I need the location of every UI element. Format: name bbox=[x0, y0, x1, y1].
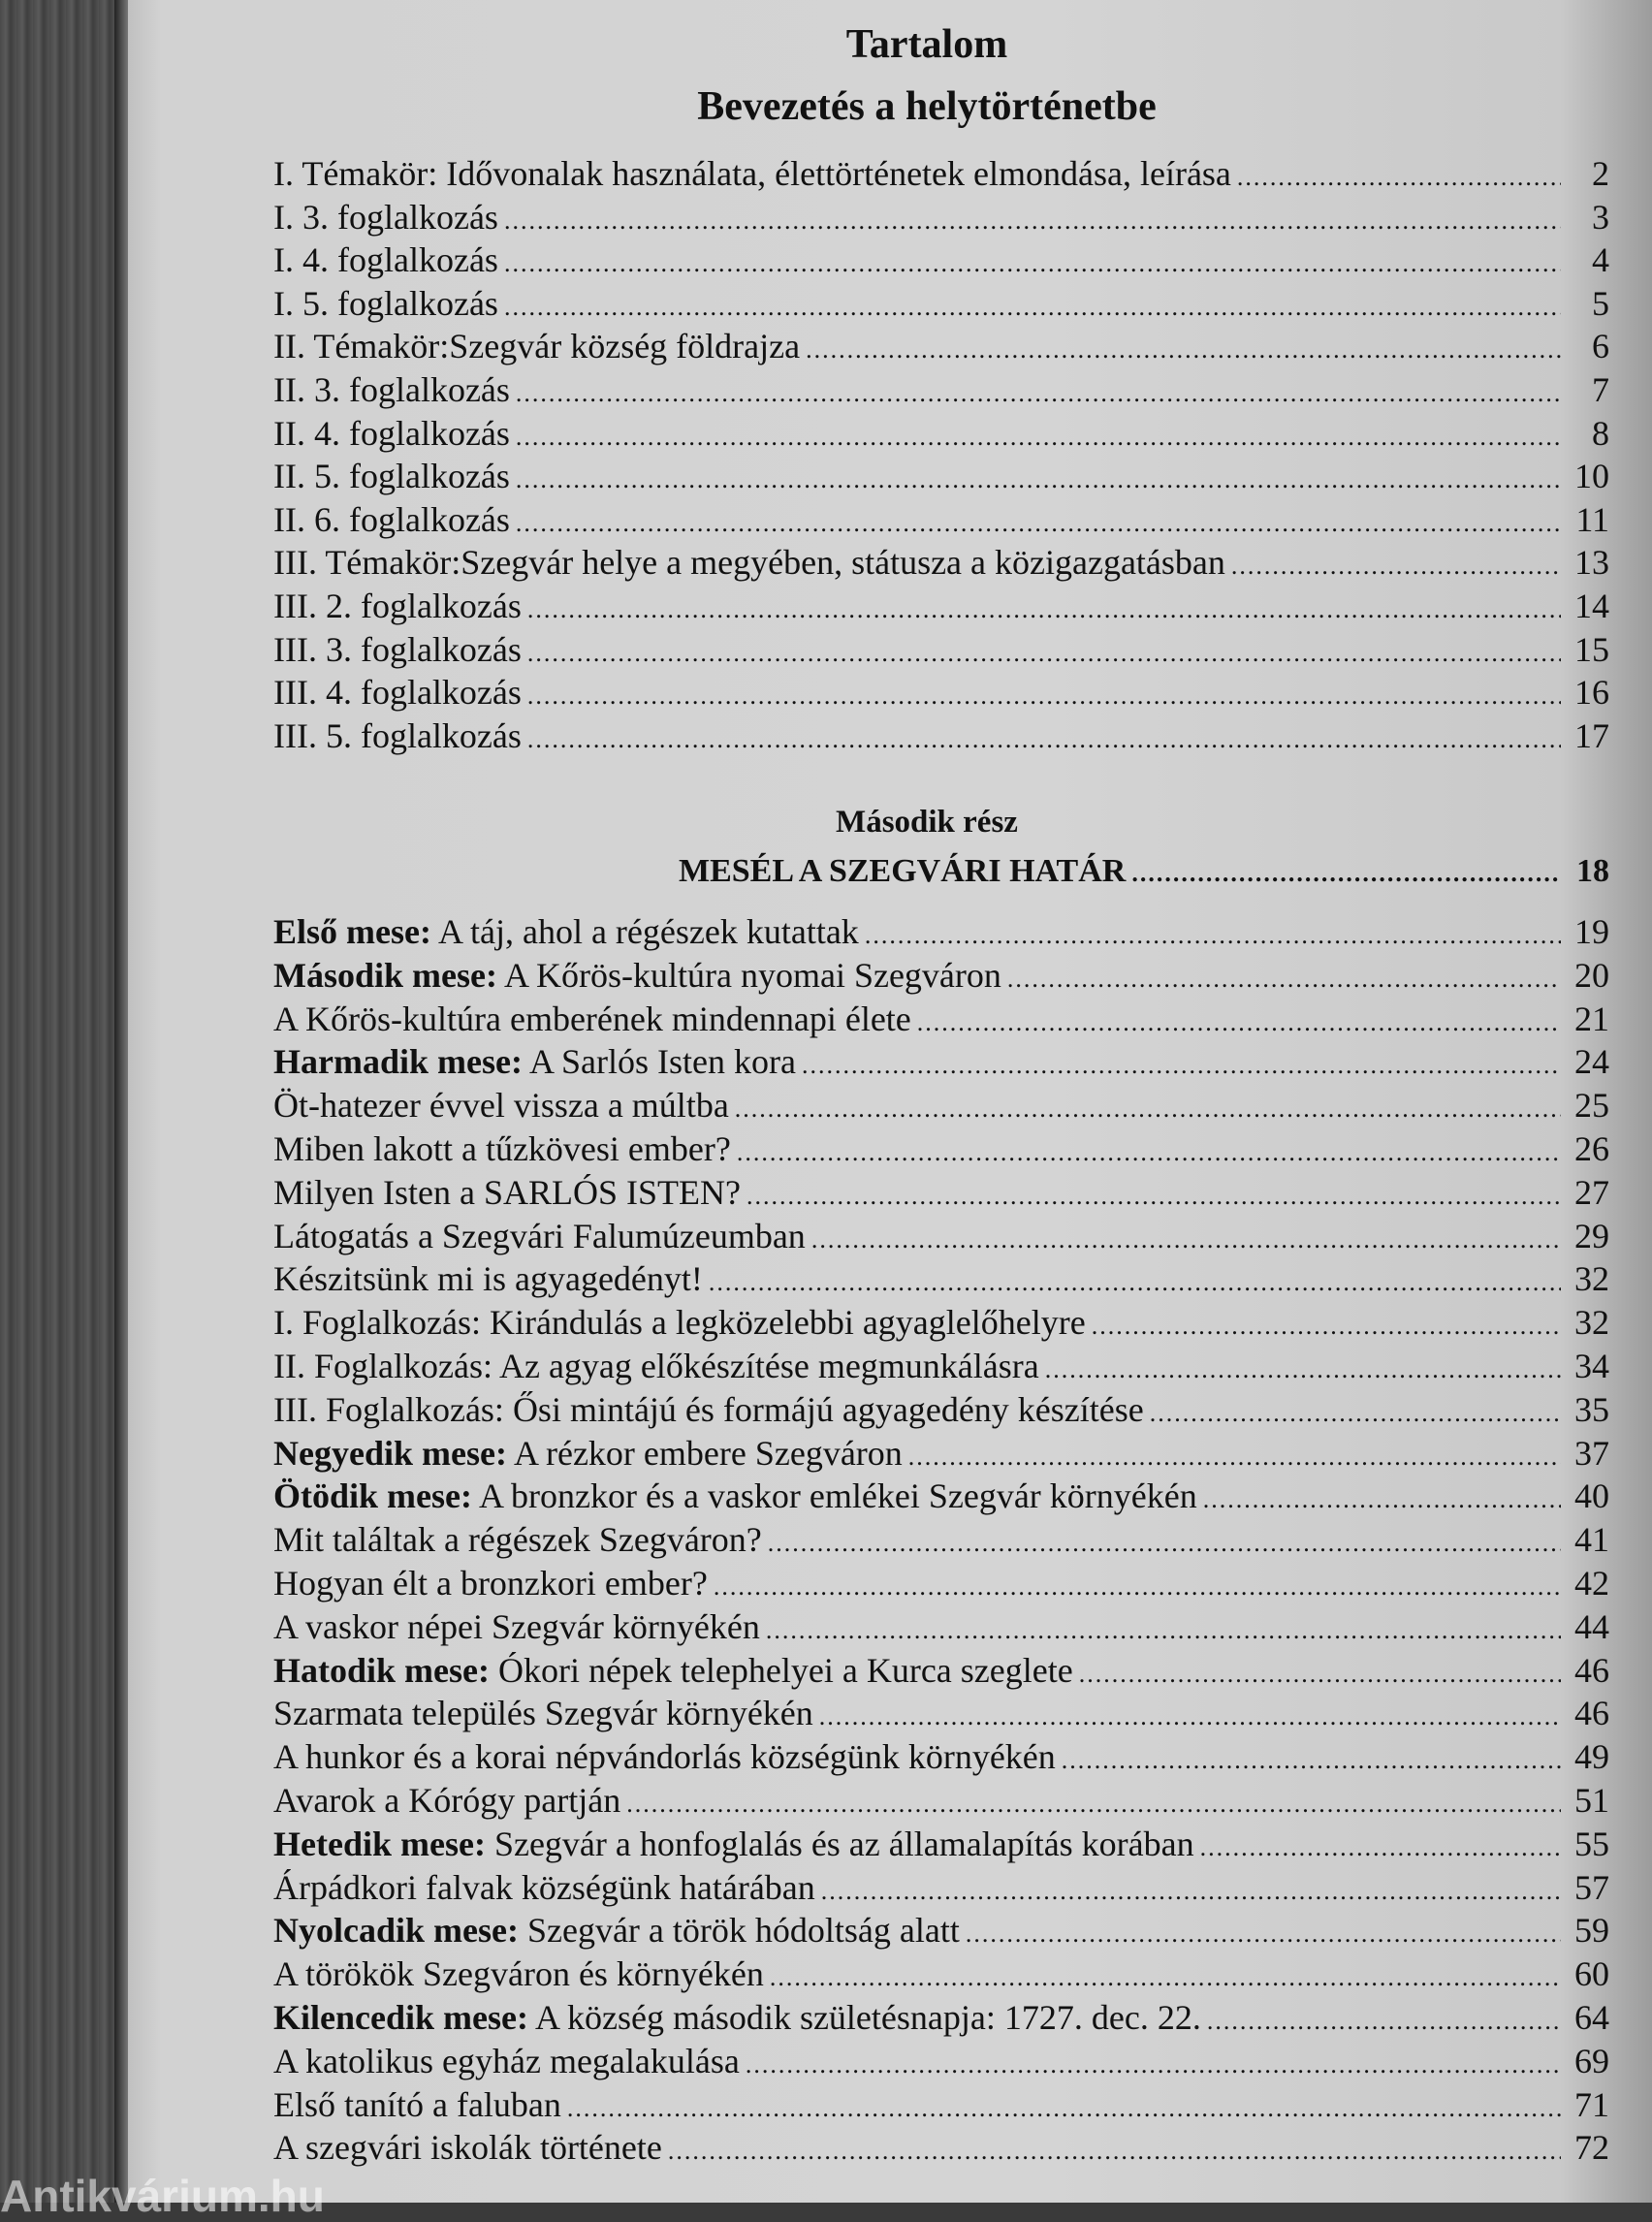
toc-bold-prefix: Hetedik mese: bbox=[273, 1824, 486, 1863]
toc-title: A község második születésnapja: 1727. dec. 22. bbox=[527, 1998, 1201, 2037]
toc-text bbox=[273, 1650, 1073, 1691]
toc-entry[interactable] bbox=[273, 715, 1609, 756]
toc-text bbox=[273, 1606, 760, 1647]
toc-page-number: 29 bbox=[1574, 1216, 1609, 1255]
part-two-heading[interactable] bbox=[679, 853, 1609, 890]
toc-entry[interactable] bbox=[273, 1519, 1609, 1560]
toc-page-number: 14 bbox=[1574, 587, 1609, 625]
toc-text bbox=[273, 1476, 1197, 1516]
dot-leader bbox=[516, 423, 1561, 452]
toc-page-number: 2 bbox=[1592, 154, 1609, 193]
toc-entry[interactable] bbox=[273, 1563, 1609, 1603]
toc-entry[interactable] bbox=[273, 1258, 1609, 1299]
dot-leader bbox=[811, 1225, 1561, 1254]
dot-leader bbox=[908, 1443, 1561, 1472]
toc-title: Első tanító a faluban bbox=[273, 2084, 561, 2124]
toc-title: Öt-hatezer évvel vissza a múltba bbox=[273, 1086, 729, 1126]
toc-page-number: 44 bbox=[1574, 1606, 1609, 1646]
dot-leader bbox=[865, 921, 1561, 950]
toc-text bbox=[273, 197, 498, 238]
toc-entry[interactable] bbox=[273, 1389, 1609, 1430]
toc-title: III. Foglalkozás: Ősi mintájú és formájú agyagedény készítése bbox=[273, 1389, 1144, 1429]
toc-title: Miben lakott a tűzkövesi ember? bbox=[273, 1129, 731, 1168]
toc-text bbox=[273, 1302, 1086, 1343]
toc-text bbox=[273, 239, 498, 280]
toc-page-number: 4 bbox=[1592, 240, 1609, 280]
toc-text bbox=[273, 1563, 708, 1603]
toc-title: A Kőrös-kultúra emberének mindennapi élete bbox=[273, 999, 911, 1038]
dot-leader bbox=[1045, 1355, 1561, 1384]
toc-title: Szegvár a török hódoltság alatt bbox=[518, 1911, 960, 1951]
toc-entry[interactable] bbox=[273, 1302, 1609, 1343]
toc-title: II. 5. foglalkozás bbox=[273, 457, 510, 496]
watermark: Antikvárium.hu bbox=[0, 2171, 325, 2221]
toc-title: A rézkor embere Szegváron bbox=[506, 1433, 903, 1473]
toc-page-number: 7 bbox=[1592, 370, 1609, 409]
toc-text bbox=[273, 672, 522, 713]
dot-leader bbox=[527, 682, 1561, 711]
toc-page-number: 55 bbox=[1574, 1824, 1609, 1863]
toc-page-number: 32 bbox=[1574, 1259, 1609, 1299]
toc-page-number: 32 bbox=[1574, 1303, 1609, 1343]
dot-leader bbox=[1200, 1833, 1561, 1862]
toc-text bbox=[273, 369, 510, 410]
toc-title: I. 4. foglalkozás bbox=[273, 240, 498, 280]
toc-bold-prefix: Hatodik mese: bbox=[273, 1650, 490, 1690]
dot-leader bbox=[527, 639, 1561, 668]
wooden-surface bbox=[0, 0, 124, 2203]
toc-title: II. 6. foglalkozás bbox=[273, 499, 510, 539]
toc-title: I. Foglalkozás: Kirándulás a legközelebbi agyaglelőhelyre bbox=[273, 1303, 1086, 1343]
toc-entry[interactable] bbox=[273, 1476, 1609, 1516]
dot-leader bbox=[1150, 1399, 1561, 1428]
toc-page-number: 71 bbox=[1574, 2084, 1609, 2124]
toc-title: A szegvári iskolák története bbox=[273, 2128, 662, 2168]
toc-title: II. Témakör:Szegvár község földrajza bbox=[273, 327, 801, 366]
toc-page-number: 59 bbox=[1574, 1911, 1609, 1951]
toc-page-number: 60 bbox=[1574, 1954, 1609, 1994]
toc-entry[interactable] bbox=[273, 542, 1609, 583]
toc-page-number: 25 bbox=[1574, 1086, 1609, 1126]
dot-leader bbox=[1007, 965, 1561, 994]
toc-text bbox=[273, 1780, 620, 1821]
toc-title: III. Témakör:Szegvár helye a megyében, státusza a közigazgatásban bbox=[273, 543, 1225, 583]
toc-title: Szegvár a honfoglalás és az államalapítás korában bbox=[485, 1824, 1194, 1863]
toc-page-number: 17 bbox=[1574, 715, 1609, 755]
dot-leader bbox=[746, 2050, 1561, 2079]
toc-entry[interactable] bbox=[273, 1346, 1609, 1386]
toc-text bbox=[273, 499, 510, 540]
toc-page-number: 3 bbox=[1592, 197, 1609, 237]
dot-leader bbox=[766, 1616, 1561, 1645]
section-title: Bevezetés a helytörténetbe bbox=[697, 84, 1157, 129]
toc-text bbox=[273, 1910, 960, 1951]
toc-entry[interactable] bbox=[273, 1650, 1609, 1691]
toc-page-number: 42 bbox=[1574, 1564, 1609, 1603]
toc-title: Mit találtak a régészek Szegváron? bbox=[273, 1520, 762, 1560]
toc-title: Szarmata település Szegvár környékén bbox=[273, 1694, 813, 1733]
dot-leader bbox=[527, 725, 1561, 754]
dot-leader bbox=[714, 1572, 1561, 1602]
toc-page-number: 49 bbox=[1574, 1737, 1609, 1777]
toc-page-number: 15 bbox=[1574, 629, 1609, 669]
toc-bold-prefix: Negyedik mese: bbox=[273, 1433, 507, 1473]
toc-entry[interactable] bbox=[273, 1693, 1609, 1733]
toc-page-number: 69 bbox=[1574, 2041, 1609, 2080]
toc-entry[interactable] bbox=[273, 1910, 1609, 1951]
toc-page-number: 26 bbox=[1574, 1129, 1609, 1168]
toc-page-number: 19 bbox=[1574, 912, 1609, 951]
toc-entry[interactable] bbox=[273, 911, 1609, 952]
toc-text bbox=[273, 283, 498, 324]
toc-title: A bronzkor és a vaskor emlékei Szegvár környékén bbox=[471, 1476, 1197, 1516]
toc-entry[interactable] bbox=[273, 672, 1609, 713]
toc-page-number: 27 bbox=[1574, 1172, 1609, 1212]
toc-text bbox=[273, 2041, 740, 2081]
dot-leader bbox=[821, 1877, 1561, 1906]
dot-leader bbox=[1203, 1485, 1561, 1514]
toc-page-number: 40 bbox=[1574, 1476, 1609, 1516]
toc-entry[interactable] bbox=[273, 1953, 1609, 1994]
toc-text bbox=[273, 1953, 764, 1994]
toc-entry[interactable] bbox=[273, 955, 1609, 996]
toc-title: A hunkor és a korai népvándorlás községünk környékén bbox=[273, 1737, 1056, 1777]
dot-leader bbox=[819, 1702, 1561, 1731]
dot-leader bbox=[1237, 163, 1561, 192]
toc-title: Készitsünk mi is agyagedényt! bbox=[273, 1259, 703, 1299]
toc-title: Milyen Isten a SARLÓS ISTEN? bbox=[273, 1172, 741, 1212]
toc-text bbox=[273, 1128, 731, 1169]
toc-bold-prefix: Nyolcadik mese: bbox=[273, 1911, 519, 1951]
toc-text bbox=[273, 1736, 1056, 1777]
toc-page-number: 20 bbox=[1574, 955, 1609, 995]
dot-leader bbox=[770, 1963, 1561, 1992]
dot-leader bbox=[709, 1268, 1561, 1297]
dot-leader bbox=[516, 379, 1561, 408]
toc-title: I. Témakör: Idővonalak használata, élettörténetek elmondása, leírása bbox=[273, 154, 1231, 193]
toc-title: II. 3. foglalkozás bbox=[273, 370, 510, 409]
dot-leader bbox=[504, 249, 1561, 278]
toc-title: A törökök Szegváron és környékén bbox=[273, 1954, 764, 1994]
toc-bold-prefix: Ötödik mese: bbox=[273, 1476, 472, 1516]
toc-title: II. Foglalkozás: Az agyag előkészítése megmunkálásra bbox=[273, 1347, 1039, 1385]
toc-entry[interactable] bbox=[273, 1085, 1609, 1126]
toc-text bbox=[273, 2127, 662, 2168]
toc-entry[interactable] bbox=[273, 326, 1609, 366]
toc-entry[interactable] bbox=[273, 499, 1609, 540]
dot-leader bbox=[1131, 859, 1561, 888]
toc-title: I. 3. foglalkozás bbox=[273, 197, 498, 237]
dot-leader bbox=[802, 1051, 1561, 1080]
toc-bold-prefix: Első mese: bbox=[273, 912, 431, 951]
toc-title: A Sarlós Isten kora bbox=[522, 1042, 796, 1082]
toc-text bbox=[273, 715, 522, 756]
toc-page-number: 41 bbox=[1574, 1520, 1609, 1560]
toc-entry[interactable] bbox=[273, 2127, 1609, 2168]
dot-leader bbox=[966, 1920, 1561, 1949]
toc-title: Ókori népek telephelyei a Kurca szeglete bbox=[489, 1650, 1073, 1690]
toc-page-number: 46 bbox=[1574, 1650, 1609, 1690]
toc-page-number: 34 bbox=[1574, 1347, 1609, 1385]
toc-page-number: 6 bbox=[1592, 327, 1609, 366]
toc-title: Látogatás a Szegvári Falumúzeumban bbox=[273, 1216, 806, 1255]
toc-page-number: 13 bbox=[1574, 543, 1609, 583]
toc-entry[interactable] bbox=[273, 1172, 1609, 1213]
toc-text bbox=[273, 1693, 813, 1733]
toc-entry[interactable] bbox=[273, 1824, 1609, 1864]
toc-page-number: 16 bbox=[1574, 673, 1609, 713]
toc-text bbox=[273, 1258, 703, 1299]
toc-text bbox=[273, 153, 1231, 194]
dot-leader bbox=[626, 1790, 1561, 1819]
toc-title: I. 5. foglalkozás bbox=[273, 283, 498, 323]
part-two-label: Második rész bbox=[836, 805, 1018, 840]
dot-leader bbox=[504, 293, 1561, 322]
dot-leader bbox=[735, 1095, 1561, 1124]
toc-text bbox=[273, 1172, 741, 1213]
toc-title: II. 4. foglalkozás bbox=[273, 413, 510, 453]
toc-entry[interactable] bbox=[273, 369, 1609, 410]
toc-title: A táj, ahol a régészek kutattak bbox=[430, 912, 859, 951]
toc-entry[interactable] bbox=[273, 197, 1609, 238]
dot-leader bbox=[806, 335, 1561, 365]
toc-entry[interactable] bbox=[273, 1606, 1609, 1647]
dot-leader bbox=[516, 465, 1561, 494]
dot-leader bbox=[1207, 2007, 1561, 2036]
toc-entry[interactable] bbox=[273, 1216, 1609, 1256]
toc-entry[interactable] bbox=[273, 1433, 1609, 1474]
dot-leader bbox=[668, 2137, 1561, 2166]
toc-text bbox=[273, 586, 522, 626]
dot-leader bbox=[1079, 1660, 1561, 1689]
dot-leader bbox=[1062, 1746, 1561, 1775]
dot-leader bbox=[747, 1182, 1561, 1211]
toc-page-number: 51 bbox=[1574, 1781, 1609, 1820]
page-edge-shadow bbox=[114, 0, 128, 2203]
toc-title: Árpádkori falvak községünk határában bbox=[273, 1867, 815, 1907]
dot-leader bbox=[768, 1529, 1561, 1558]
toc-text bbox=[273, 1085, 729, 1126]
toc-text: MESÉL A SZEGVÁRI HATÁR bbox=[679, 853, 1127, 889]
toc-text bbox=[273, 1346, 1039, 1386]
toc-text bbox=[273, 1041, 796, 1082]
toc-entry[interactable] bbox=[273, 456, 1609, 496]
toc-text bbox=[273, 1867, 815, 1908]
toc-text bbox=[273, 542, 1225, 583]
toc-title: III. 5. foglalkozás bbox=[273, 715, 522, 755]
toc-text bbox=[273, 629, 522, 670]
toc-entry[interactable] bbox=[273, 1128, 1609, 1169]
toc-page-number: 11 bbox=[1575, 499, 1609, 539]
toc-text bbox=[273, 2084, 561, 2125]
toc-title: A vaskor népei Szegvár környékén bbox=[273, 1606, 760, 1646]
dot-leader bbox=[527, 595, 1561, 624]
toc-entry[interactable] bbox=[273, 1736, 1609, 1777]
toc-title: Avarok a Kórógy partján bbox=[273, 1781, 621, 1820]
toc-entry[interactable] bbox=[273, 413, 1609, 454]
dot-leader bbox=[567, 2094, 1561, 2123]
toc-text bbox=[273, 456, 510, 496]
page-title: Tartalom bbox=[845, 22, 1008, 67]
toc-title: III. 3. foglalkozás bbox=[273, 629, 522, 669]
toc-entry[interactable] bbox=[273, 1041, 1609, 1082]
toc-bold-prefix: Harmadik mese: bbox=[273, 1042, 523, 1082]
toc-page-number: 37 bbox=[1574, 1433, 1609, 1473]
toc-entry[interactable] bbox=[273, 239, 1609, 280]
toc-page-number: 57 bbox=[1574, 1867, 1609, 1907]
toc-title: III. 4. foglalkozás bbox=[273, 673, 522, 713]
toc-page-number: 72 bbox=[1574, 2128, 1609, 2168]
toc-text bbox=[273, 1433, 903, 1474]
toc-text bbox=[273, 413, 510, 454]
toc-page-number: 10 bbox=[1574, 457, 1609, 496]
toc-page-number: 35 bbox=[1574, 1389, 1609, 1429]
dot-leader bbox=[917, 1008, 1561, 1037]
toc-entry[interactable] bbox=[273, 283, 1609, 324]
dot-leader bbox=[1231, 552, 1561, 581]
toc-entry[interactable] bbox=[273, 586, 1609, 626]
toc-title: A katolikus egyház megalakulása bbox=[273, 2041, 740, 2080]
dot-leader bbox=[516, 509, 1561, 538]
toc-entry[interactable] bbox=[273, 153, 1609, 194]
toc-text bbox=[273, 911, 859, 952]
toc-text bbox=[273, 955, 1001, 996]
dot-leader bbox=[737, 1138, 1561, 1167]
toc-text bbox=[273, 999, 911, 1039]
toc-entry[interactable] bbox=[273, 1997, 1609, 2038]
toc-entry[interactable] bbox=[273, 2084, 1609, 2125]
toc-page-number: 18 bbox=[1576, 853, 1609, 889]
toc-entry[interactable] bbox=[273, 629, 1609, 670]
toc-text bbox=[273, 1389, 1144, 1430]
toc-entry[interactable] bbox=[273, 999, 1609, 1039]
toc-title: A Kőrös-kultúra nyomai Szegváron bbox=[496, 955, 1001, 995]
toc-title: III. 2. foglalkozás bbox=[273, 587, 522, 625]
toc-text bbox=[273, 1997, 1201, 2038]
dot-leader bbox=[504, 206, 1561, 236]
toc-text bbox=[273, 1824, 1194, 1864]
toc-text bbox=[273, 326, 800, 366]
toc-page-number: 8 bbox=[1592, 413, 1609, 453]
toc-page-number: 64 bbox=[1574, 1998, 1609, 2037]
toc-bold-prefix: Kilencedik mese: bbox=[273, 1998, 528, 2037]
toc-page-number: 5 bbox=[1592, 283, 1609, 323]
toc-text bbox=[273, 1216, 806, 1256]
toc-entry[interactable] bbox=[273, 1867, 1609, 1908]
toc-page-number: 46 bbox=[1574, 1694, 1609, 1733]
toc-entry[interactable] bbox=[273, 2041, 1609, 2081]
toc-entry[interactable] bbox=[273, 1780, 1609, 1821]
toc-page-number: 24 bbox=[1574, 1042, 1609, 1082]
toc-text bbox=[273, 1519, 762, 1560]
dot-leader bbox=[1092, 1312, 1561, 1341]
toc-title: Hogyan élt a bronzkori ember? bbox=[273, 1564, 708, 1603]
toc-bold-prefix: Második mese: bbox=[273, 955, 497, 995]
toc-page-number: 21 bbox=[1574, 999, 1609, 1038]
